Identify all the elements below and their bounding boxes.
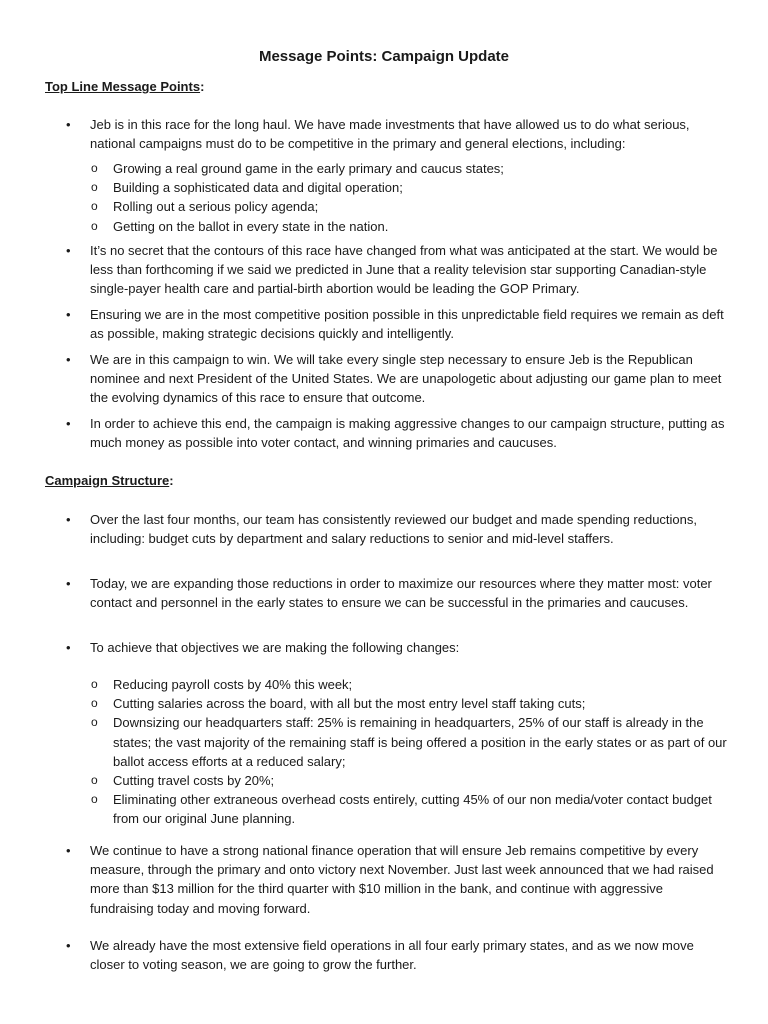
bullet-icon: • — [66, 843, 71, 858]
bullet-item — [0, 241, 730, 299]
bullet-block — [0, 510, 768, 548]
bullet-text: In order to achieve this end, the campaign is making aggressive changes to our campaign structure, putting as much money as possible into voter contact, and winning primaries and caucuses. — [90, 416, 725, 451]
sub-text: Eliminating other extraneous overhead costs entirely, cutting 45% of our non media/voter contact budget from our original June planning. — [113, 792, 712, 827]
section-heading-colon: : — [169, 473, 174, 488]
bullet-icon: • — [66, 243, 71, 258]
bullet-text: Ensuring we are in the most competitive position possible in this unpredictable field requires we remain as deft as possible, making strategic decisions quickly and intelligently. — [90, 307, 724, 342]
bullet-item — [0, 510, 730, 548]
bullet-icon: • — [66, 307, 71, 322]
bullet-text: To achieve that objectives we are making the following changes: — [90, 640, 460, 655]
sub-bullet-icon: o — [91, 199, 98, 214]
section-heading-text: Campaign Structure — [45, 473, 170, 488]
bullet-icon: • — [66, 640, 71, 655]
bullet-item — [0, 350, 730, 408]
section-heading-top-line — [45, 77, 204, 96]
bullet-text: We already have the most extensive field operations in all four early primary states, and as we now move closer to voting season, we are going to grow the further. — [90, 938, 694, 973]
sub-bullet-icon: o — [91, 180, 98, 195]
sub-item — [0, 790, 730, 828]
document-title: Message Points: Campaign Update — [258, 48, 510, 65]
sub-item — [0, 713, 730, 771]
bullet-block — [0, 936, 768, 974]
sub-text: Building a sophisticated data and digital operation; — [113, 180, 403, 196]
sub-item — [0, 694, 730, 713]
bullet-block — [0, 574, 768, 612]
bullet-block — [0, 638, 768, 657]
bullet-icon: • — [66, 416, 71, 431]
bullet-text: We are in this campaign to win. We will take every single step necessary to ensure Jeb is the Republican nominee and next President of the United States. We are unapologetic about adjusting our game plan to meet the evolving dynamics of this race to ensure that outcome. — [90, 352, 722, 406]
sub-bullet-icon: o — [91, 161, 98, 175]
bullet-block — [0, 305, 768, 343]
bullet-icon: • — [66, 352, 71, 367]
sub-item — [0, 217, 730, 236]
sub-text: Cutting travel costs by 20%; — [113, 773, 275, 789]
bullet-block — [0, 115, 768, 153]
bullet-block — [0, 414, 768, 452]
sub-text: Getting on the ballot in every state in the nation. — [113, 218, 389, 234]
sub-list — [0, 159, 768, 236]
sub-item — [0, 178, 730, 197]
sub-bullet-icon: o — [91, 218, 98, 233]
sub-list — [0, 675, 768, 829]
bullet-item — [0, 936, 730, 974]
sub-item — [0, 771, 730, 790]
bullet-item — [0, 305, 730, 343]
sub-item — [0, 675, 730, 694]
bullet-text: We continue to have a strong national finance operation that will ensure Jeb remains competitive by every measure, through the primary and onto victory next November. Just last week announced that we had raised more than $13 million for the third quarter with $10 million in the bank, and continue with aggressive fundraising today and moving forward. — [90, 843, 714, 916]
sub-text: Rolling out a serious policy agenda; — [113, 199, 319, 215]
sub-bullet-icon: o — [91, 715, 98, 730]
sub-bullet-icon: o — [91, 696, 98, 711]
section-heading-campaign-structure — [45, 471, 174, 490]
section-heading-text: Top Line Message Points — [45, 79, 201, 94]
bullet-text: Over the last four months, our team has consistently reviewed our budget and made spending reductions, including: budget cuts by department and salary reductions to senior and mid-level staffers. — [90, 512, 698, 547]
sub-text: Growing a real ground game in the early primary and caucus states; — [113, 161, 504, 176]
sub-text: Downsizing our headquarters staff: 25% is remaining in headquarters, 25% of our staff is already in the states; the vast majority of the remaining staff is being offered a position in the early states or as part of our ballot access efforts at a reduced salary; — [113, 715, 727, 769]
section-heading-colon: : — [200, 79, 205, 94]
bullet-icon: • — [66, 576, 71, 591]
bullet-item — [0, 574, 730, 612]
bullet-item — [0, 115, 730, 153]
bullet-text: Jeb is in this race for the long haul. We have made investments that have allowed us to do what serious, national campaigns must do to be competitive in the primary and general elections, including: — [90, 117, 690, 152]
bullet-block — [0, 241, 768, 299]
sub-bullet-icon: o — [91, 792, 98, 807]
bullet-item — [0, 414, 730, 452]
bullet-icon: • — [66, 938, 71, 953]
bullet-icon: • — [66, 117, 71, 132]
bullet-icon: • — [66, 512, 71, 527]
sub-item — [0, 159, 730, 178]
sub-text: Reducing payroll costs by 40% this week; — [113, 677, 353, 692]
sub-bullet-icon: o — [91, 677, 98, 691]
bullet-block — [0, 350, 768, 408]
bullet-item — [0, 638, 730, 657]
sub-bullet-icon: o — [91, 773, 98, 788]
sub-item — [0, 197, 730, 216]
bullet-block — [0, 841, 768, 918]
bullet-text: Today, we are expanding those reductions in order to maximize our resources where they matter most: voter contact and personnel in the early states to ensure we can be successful in the primaries and caucuses. — [90, 576, 712, 611]
bullet-text: It’s no secret that the contours of this race have changed from what was anticipated at the start. We would be less than forthcoming if we said we predicted in June that a reality television star supporting Canadian-style single-payer health care and partial-birth abortion would be leading the GOP Primary. — [90, 243, 718, 297]
bullet-item — [0, 841, 730, 918]
sub-text: Cutting salaries across the board, with all but the most entry level staff taking cuts; — [113, 696, 586, 712]
